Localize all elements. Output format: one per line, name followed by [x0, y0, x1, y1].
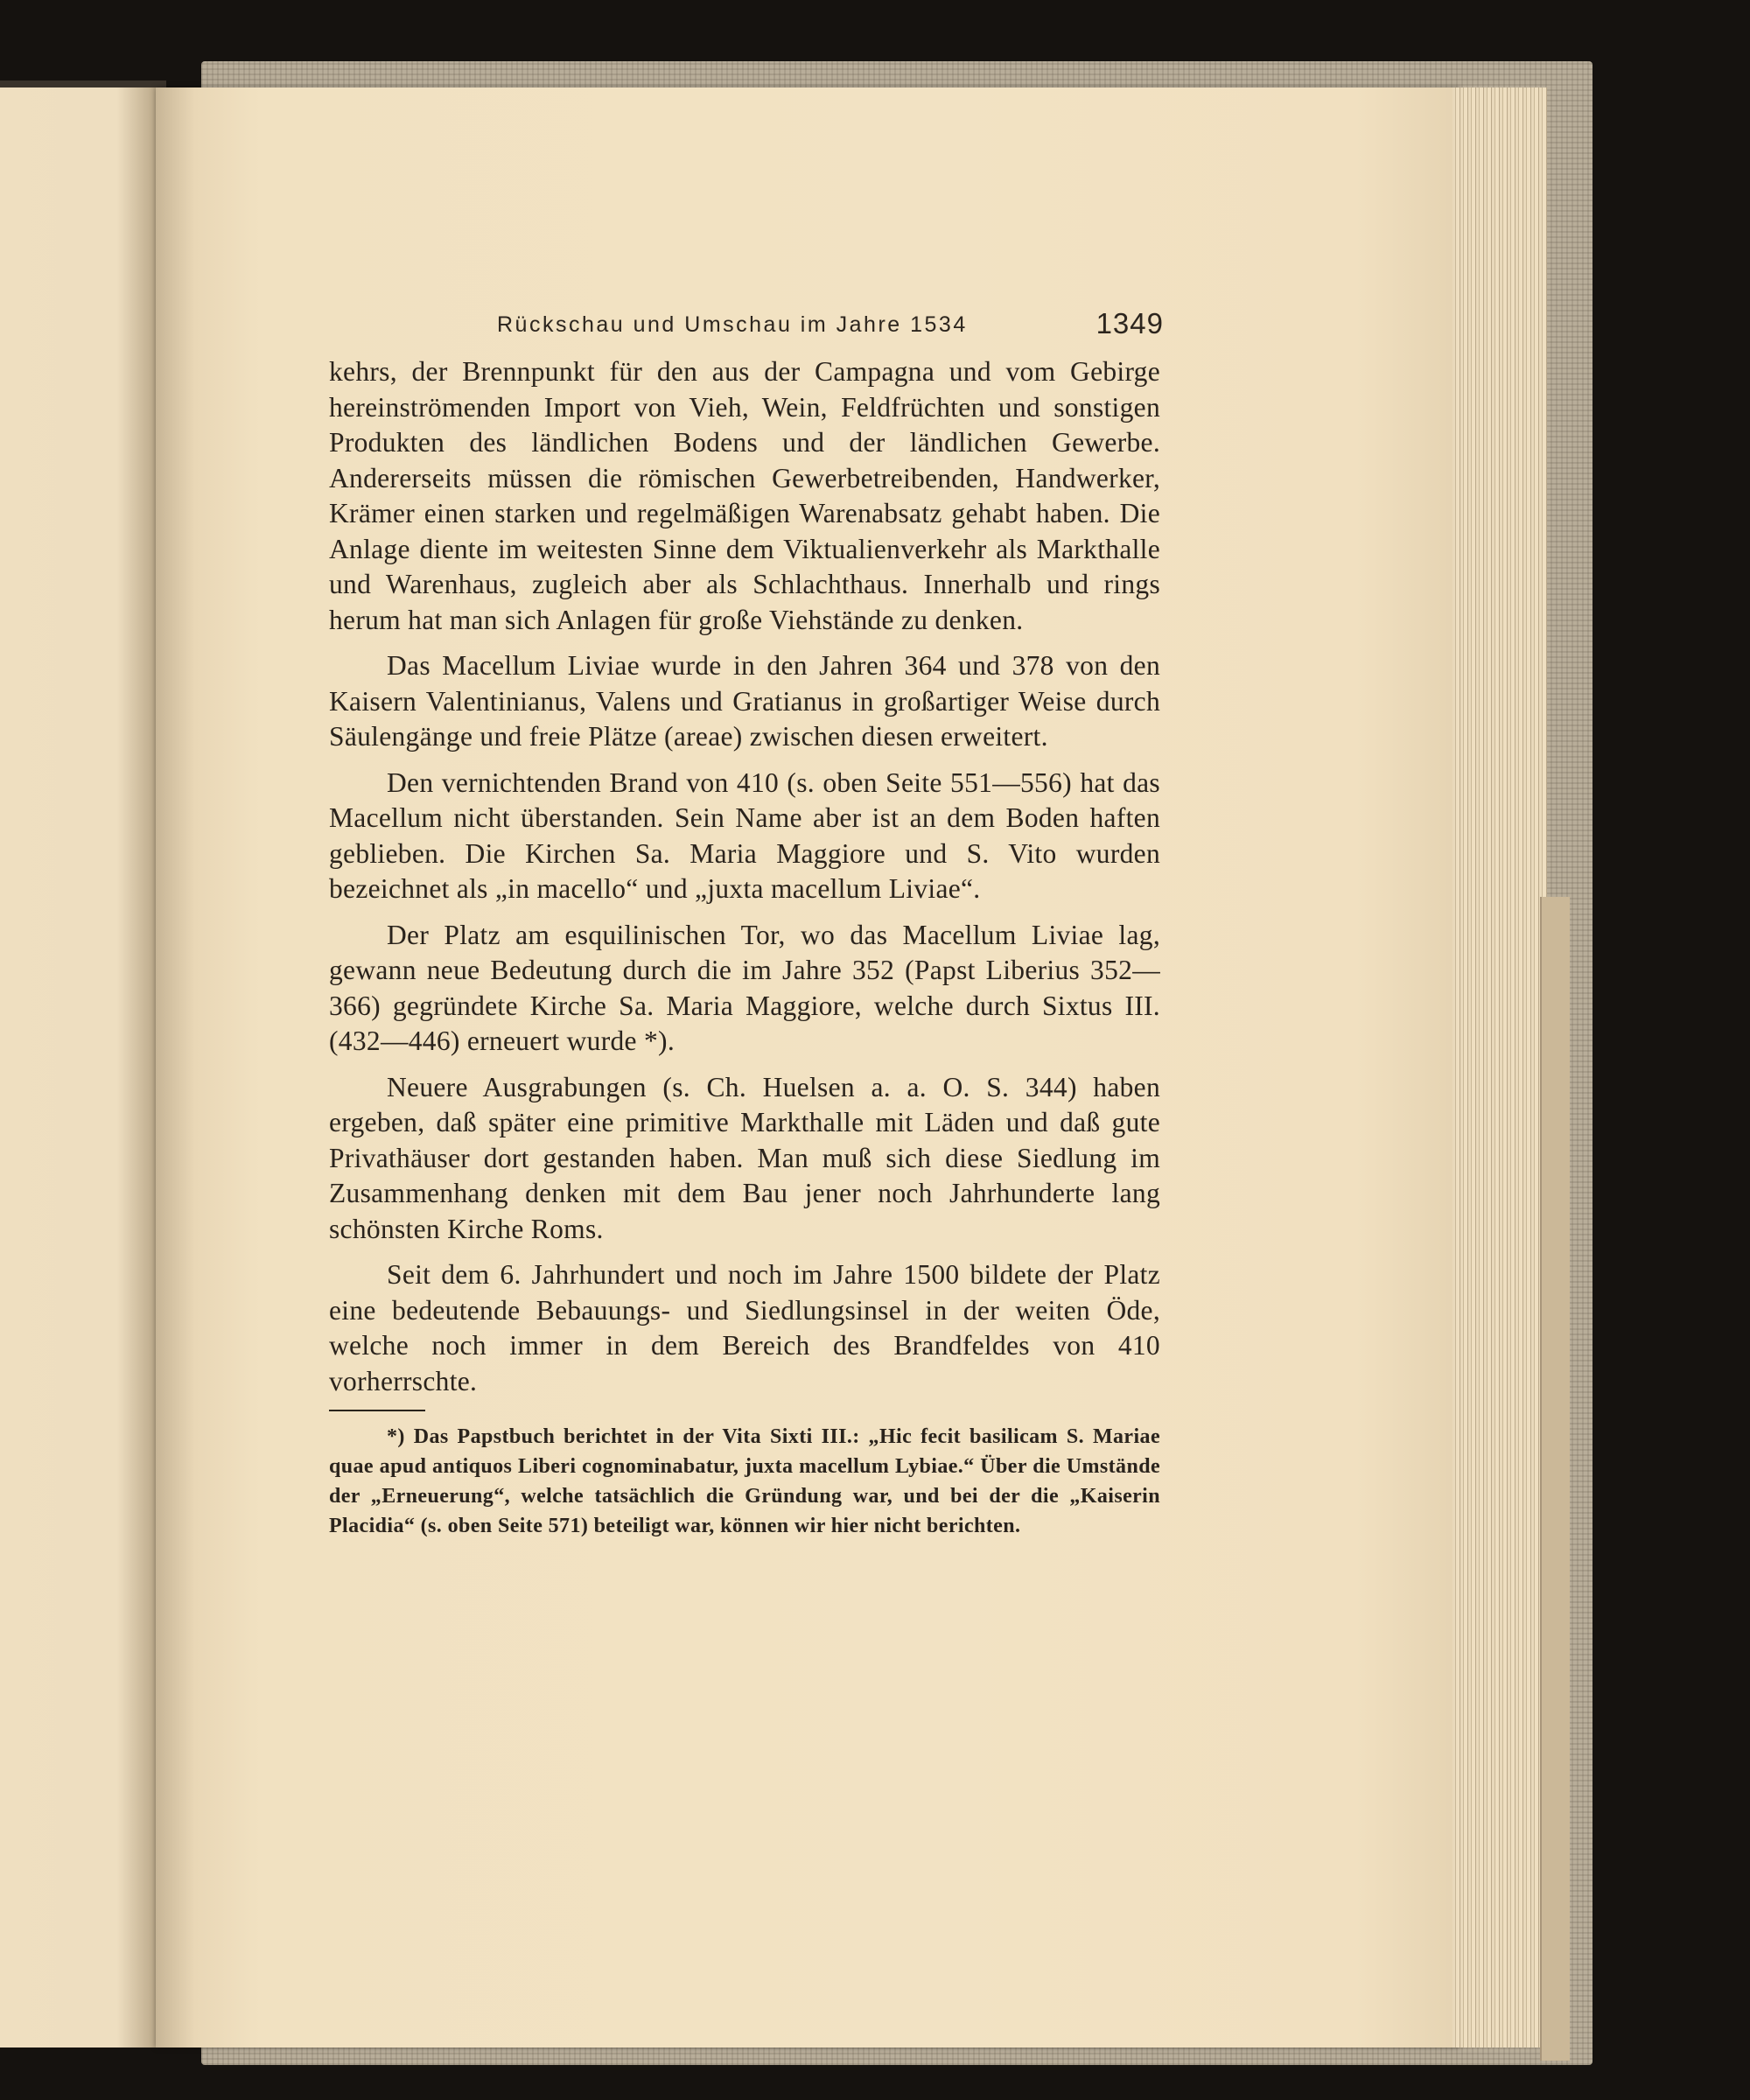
paragraph: kehrs, der Brennpunkt für den aus der Campagna und vom Gebirge hereinströmenden Import von Vieh, Wein, Feldfrüchten und sonstigen Produkten des ländlichen Bodens und der ländlichen Gewerbe. Andererseits müssen die römischen Gewerbetreibenden, Handwerker, Krämer einen starken und regelmäßigen Warenabsatz gehabt haben. Die Anlage diente im weitesten Sinne dem Viktualienverkehr als Markthalle und Warenhaus, zugleich aber als Schlachthaus. Innerhalb und rings herum hat man sich Anlagen für große Viehstände zu denken. — [329, 356, 1160, 635]
paragraph: Seit dem 6. Jahrhundert und noch im Jahre 1500 bildete der Platz eine bedeutende Bebauungs- und Siedlungsinsel in der weiten Öde, welche noch immer in dem Bereich des Brandfeldes von 410 vorherrschte. — [329, 1259, 1160, 1396]
paragraph: Das Macellum Liviae wurde in den Jahren 364 und 378 von den Kaisern Valentinianus, Valens und Gratianus in großartiger Weise durch Säulengänge und freie Plätze (areae) zwischen diesen erweitert. — [329, 650, 1160, 752]
footnote-rule — [329, 1410, 425, 1411]
running-head — [329, 302, 1164, 354]
left-page-edge — [0, 88, 156, 2048]
paragraph: Der Platz am esquilinischen Tor, wo das Macellum Liviae lag, gewann neue Bedeutung durch die im Jahre 352 (Papst Liberius 352—366) gegründete Kirche Sa. Maria Maggiore, welche durch Sixtus III. (432—446) erneuert wurde *). — [329, 919, 1160, 1056]
page-content — [329, 302, 1164, 1541]
cover-flap — [1540, 897, 1570, 2061]
paragraph: Den vernichtenden Brand von 410 (s. oben Seite 551—556) hat das Macellum nicht überstanden. Sein Name aber ist an dem Boden haften geblieben. Die Kirchen Sa. Maria Maggiore und S. Vito wurden bezeichnet als „in macello“ und „juxta macellum Liviae“. — [329, 766, 1160, 904]
running-head-title: Rückschau und Umschau im Jahre 1534 — [497, 312, 968, 337]
paragraph: Neuere Ausgrabungen (s. Ch. Huelsen a. a. O. S. 344) haben ergeben, daß später eine primitive Markthalle mit Läden und daß gute Privathäuser dort gestanden haben. Man muß sich diese Siedlung im Zusammenhang denken mit dem Bau jener noch Jahrhunderte lang schönsten Kirche Roms. — [329, 1071, 1160, 1244]
page-number: 1349 — [1096, 307, 1164, 340]
page-edges — [1452, 88, 1547, 2048]
body-text — [329, 354, 1160, 1399]
footnote: *) Das Papstbuch berichtet in der Vita Sixti III.: „Hic fecit basilicam S. Mariae quae apud antiquos Liberi cognominabatur, juxta macellum Lybiae.“ Über die Umstände der „Erneuerung“, welche tatsächlich die Gründung war, und bei der die „Kaiserin Placidia“ (s. oben Seite 571) beteiligt war, können wir hier nicht berichten. — [329, 1425, 1160, 1537]
